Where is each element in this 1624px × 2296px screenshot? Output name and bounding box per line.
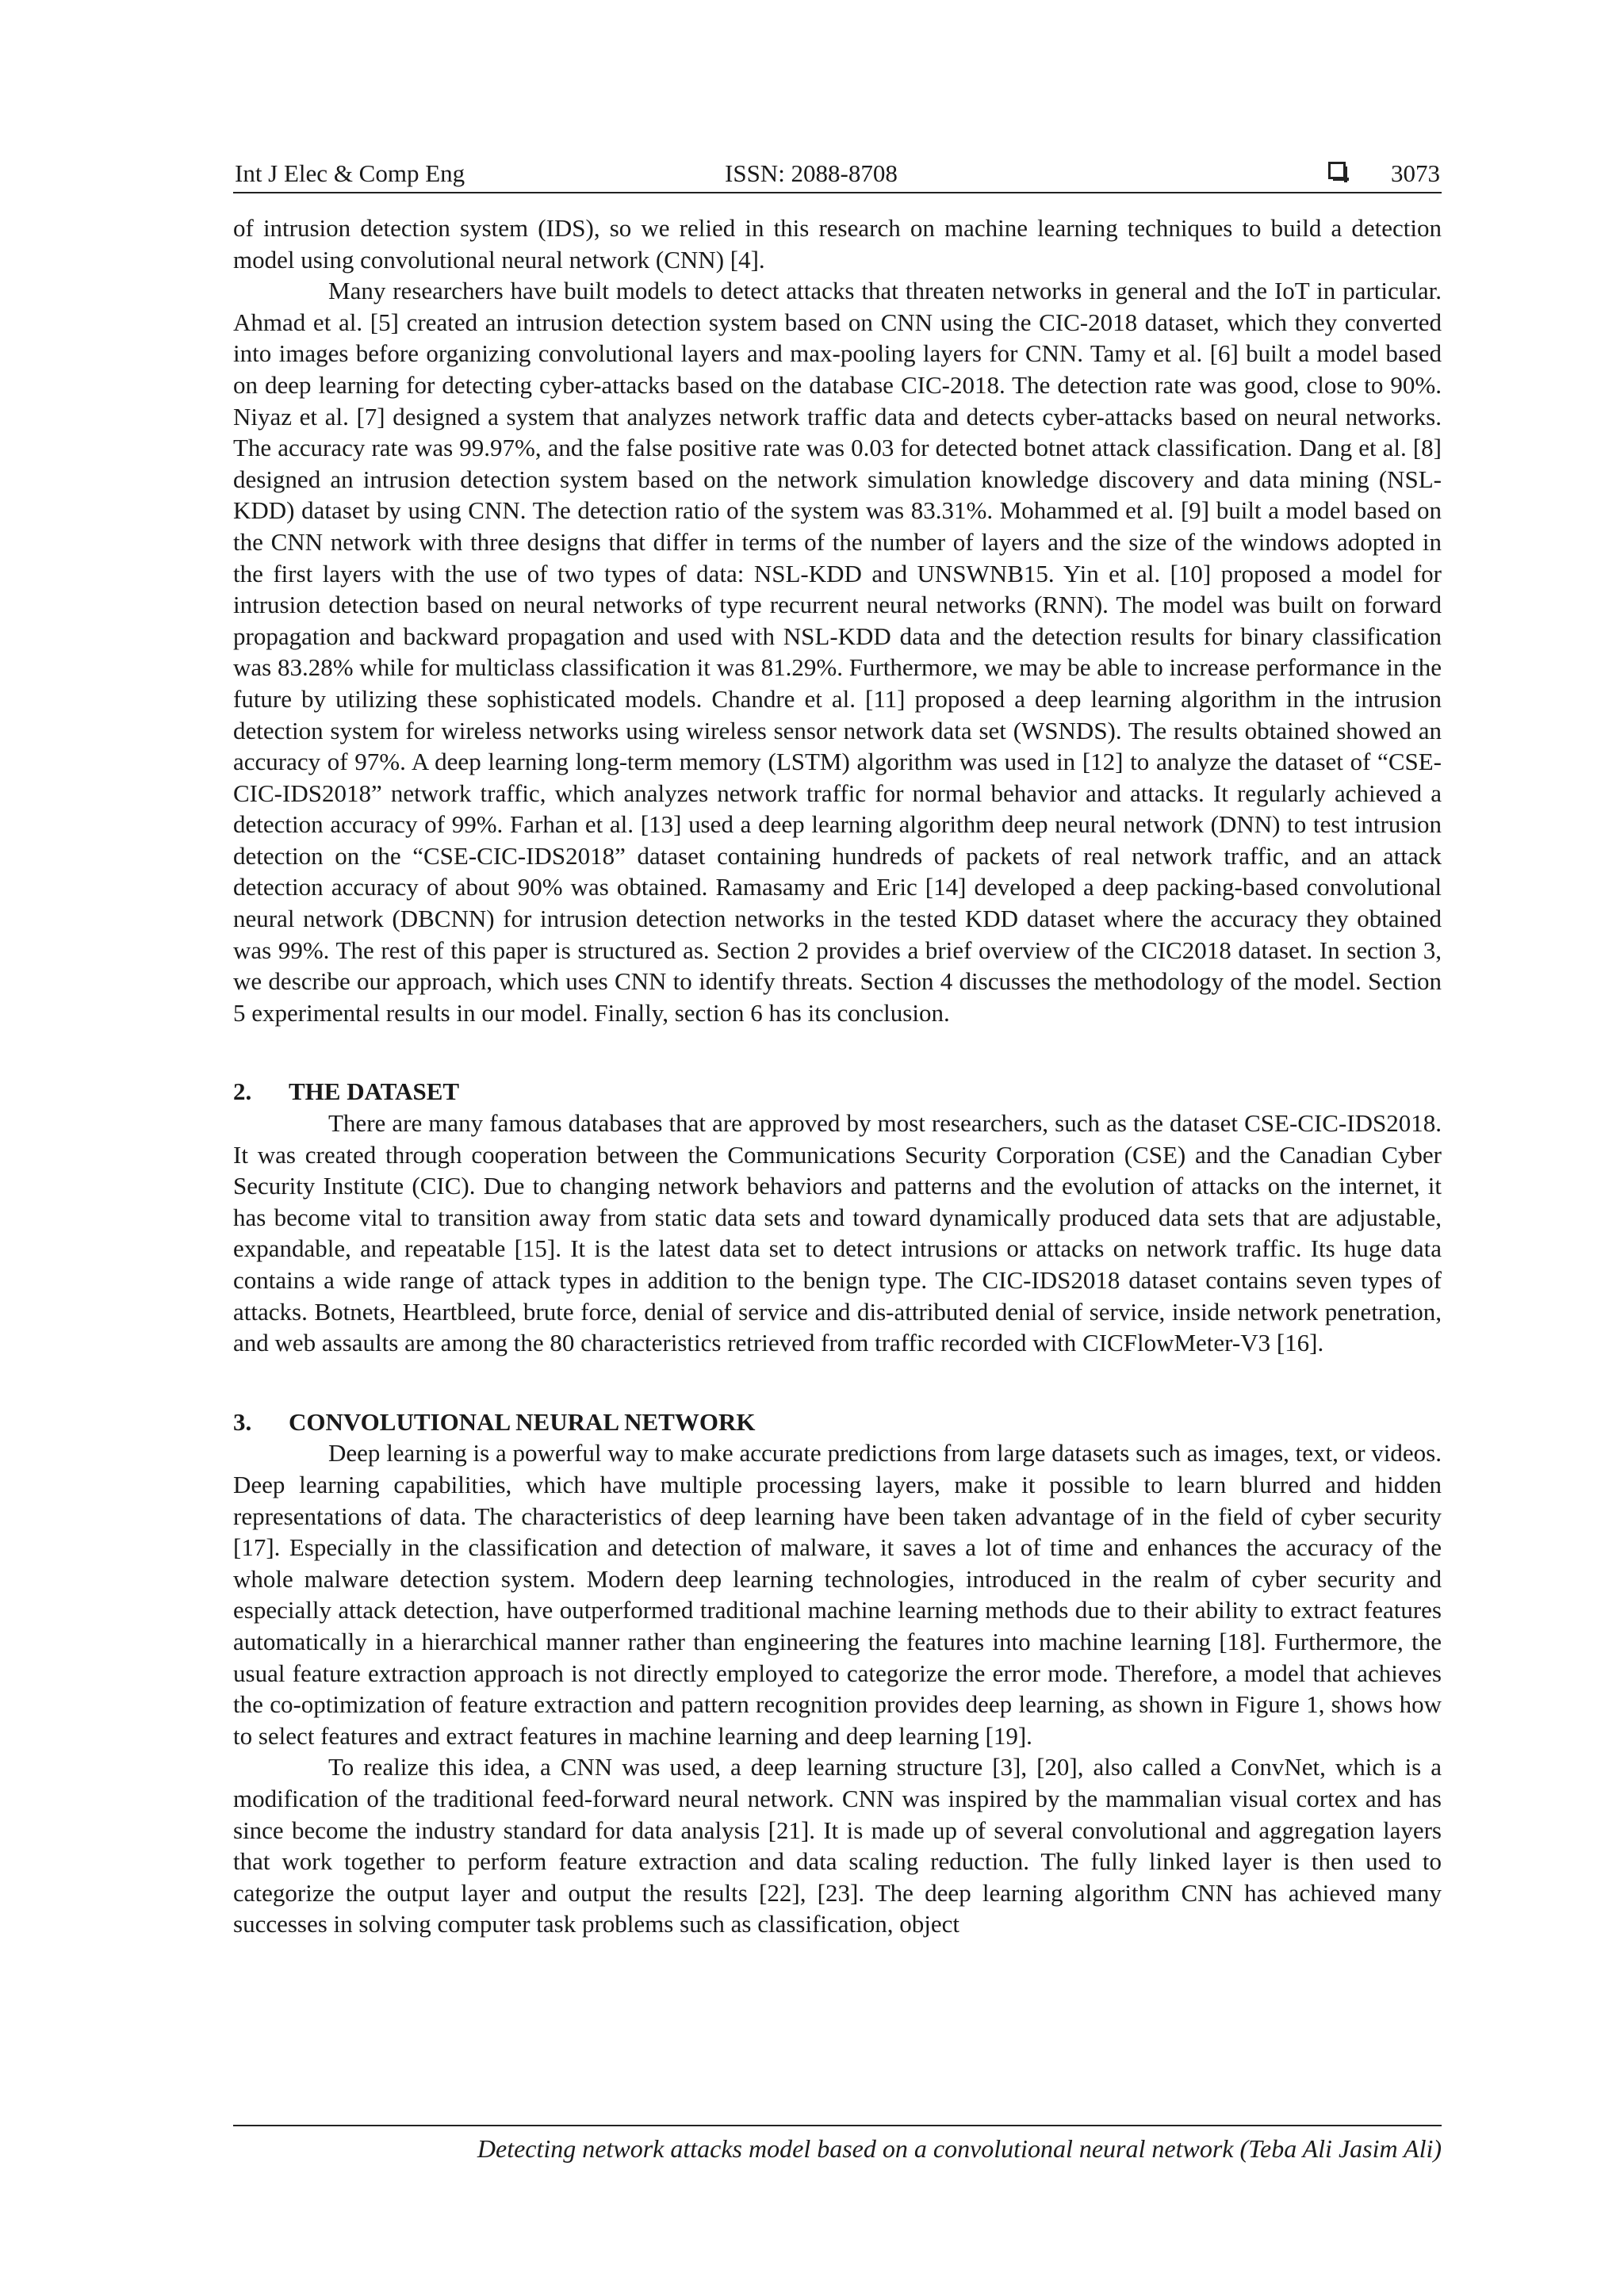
issn: ISSN: 2088-8708 bbox=[725, 159, 898, 187]
section-title: CONVOLUTIONAL NEURAL NETWORK bbox=[289, 1407, 756, 1436]
journal-name: Int J Elec & Comp Eng bbox=[235, 159, 465, 187]
paragraph-cnn-1: Deep learning is a powerful way to make accurate predictions from large datasets such as images, text, or videos. Deep learning capabilities, which have multiple processing layers, make it possible to learn blurred and hidden representations of data. The characteristics of deep learning have been taken advantage of in the field of cyber security [17]. Especially in the classification and detection of malware, it saves a lot of time and enhances the accuracy of the whole malware detection system. Modern deep learning technologies, introduced in the realm of cyber security and especially attack detection, have outperformed traditional machine learning methods due to their ability to extract features automatically in a hierarchical manner rather than engineering the features into machine learning [18]. Furthermore, the usual feature extraction approach is not directly employed to categorize the error mode. Therefore, a model that achieves the co-optimization of feature extraction and pattern recognition provides deep learning, as shown in Figure 1, shows how to select features and extract features in machine learning and deep learning [19]. bbox=[233, 1439, 1442, 1750]
page-header bbox=[233, 155, 1442, 193]
section-heading-cnn bbox=[233, 1406, 1442, 1438]
section-heading-dataset bbox=[233, 1076, 1442, 1108]
section-title: THE DATASET bbox=[289, 1077, 460, 1106]
section-number: 3. bbox=[233, 1407, 252, 1436]
body-text bbox=[233, 212, 1442, 1940]
section-number: 2. bbox=[233, 1077, 252, 1106]
paragraph-cnn-2: To realize this idea, a CNN was used, a deep learning structure [3], [20], also called a ConvNet, which is a modification of the traditional feed-forward neural network. CNN was inspired by the mammalian visual cortex and has since become the industry standard for data analysis [21]. It is made up of several convolutional and aggregation layers that work together to perform feature extraction and data scaling reduction. The fully linked layer is then used to categorize the output layer and output the results [22], [23]. The deep learning algorithm CNN has achieved many successes in solving computer task problems such as classification, object bbox=[233, 1753, 1442, 1938]
checkbox-square-icon bbox=[1328, 162, 1346, 179]
paragraph-dataset: There are many famous databases that are approved by most researchers, such as the dataset CSE-CIC-IDS2018. It was created through cooperation between the Communications Security Corporation (CSE) and the Canadian Cyber Security Institute (CIC). Due to changing network behaviors and patterns and the evolution of attacks on the internet, it has become vital to transition away from static data sets and toward dynamically produced data sets that are adjustable, expandable, and repeatable [15]. It is the latest data set to detect intrusions or attacks on network traffic. Its huge data contains a wide range of attack types in addition to the benign type. The CIC-IDS2018 dataset contains seven types of attacks. Botnets, Heartbleed, brute force, denial of service and dis-attributed denial of service, inside network penetration, and web assaults are among the 80 characteristics retrieved from traffic recorded with CICFlowMeter-V3 [16]. bbox=[233, 1109, 1442, 1357]
running-footer: Detecting network attacks model based on a convolutional neural network (Teba Ali Jasim Ali) bbox=[233, 2125, 1442, 2164]
page-number: 3073 bbox=[1391, 159, 1440, 187]
paragraph-continued: of intrusion detection system (IDS), so we relied in this research on machine learning techniques to build a detection model using convolutional neural network (CNN) [4]. bbox=[233, 214, 1442, 274]
paragraph-related-work: Many researchers have built models to detect attacks that threaten networks in general and the IoT in particular. Ahmad et al. [5] created an intrusion detection system based on CNN using the CIC-2018 dataset, which they converted into images before organizing convolutional layers and max-pooling layers for CNN. Tamy et al. [6] built a model based on deep learning for detecting cyber-attacks based on the database CIC-2018. The detection rate was good, close to 90%. Niyaz et al. [7] designed a system that analyzes network traffic data and detects cyber-attacks based on neural networks. The accuracy rate was 99.97%, and the false positive rate was 0.03 for detected botnet attack classification. Dang et al. [8] designed an intrusion detection system based on the network simulation knowledge discovery and data mining (NSL-KDD) dataset by using CNN. The detection ratio of the system was 83.31%. Mohammed et al. [9] built a model based on the CNN network with three designs that differ in terms of the number of layers and the size of the windows adopted in the first layers with the use of two types of data: NSL-KDD and UNSWNB15. Yin et al. [10] proposed a model for intrusion detection based on neural networks of type recurrent neural networks (RNN). The model was built on forward propagation and backward propagation and used with NSL-KDD data and the detection results for binary classification was 83.28% while for multiclass classification it was 81.29%. Furthermore, we may be able to increase performance in the future by utilizing these sophisticated models. Chandre et al. [11] proposed a deep learning algorithm in the intrusion detection system for wireless networks using wireless sensor network data set (WSNDS). The results obtained showed an accuracy of 97%. A deep learning long-term memory (LSTM) algorithm was used in [12] to analyze the dataset of “CSE-CIC-IDS2018” network traffic, which analyzes network traffic for normal behavior and attacks. It regularly achieved a detection accuracy of 99%. Farhan et al. [13] used a deep learning algorithm deep neural network (DNN) to test intrusion detection on the “CSE-CIC-IDS2018” dataset containing hundreds of packets of real network traffic, and an attack detection accuracy of about 90% was obtained. Ramasamy and Eric [14] developed a deep packing-based convolutional neural network (DBCNN) for intrusion detection networks in the tested KDD dataset where the accuracy they obtained was 99%. The rest of this paper is structured as. Section 2 provides a brief overview of the CIC2018 dataset. In section 3, we describe our approach, which uses CNN to identify threats. Section 4 discusses the methodology of the model. Section 5 experimental results in our model. Finally, section 6 has its conclusion. bbox=[233, 277, 1442, 1027]
